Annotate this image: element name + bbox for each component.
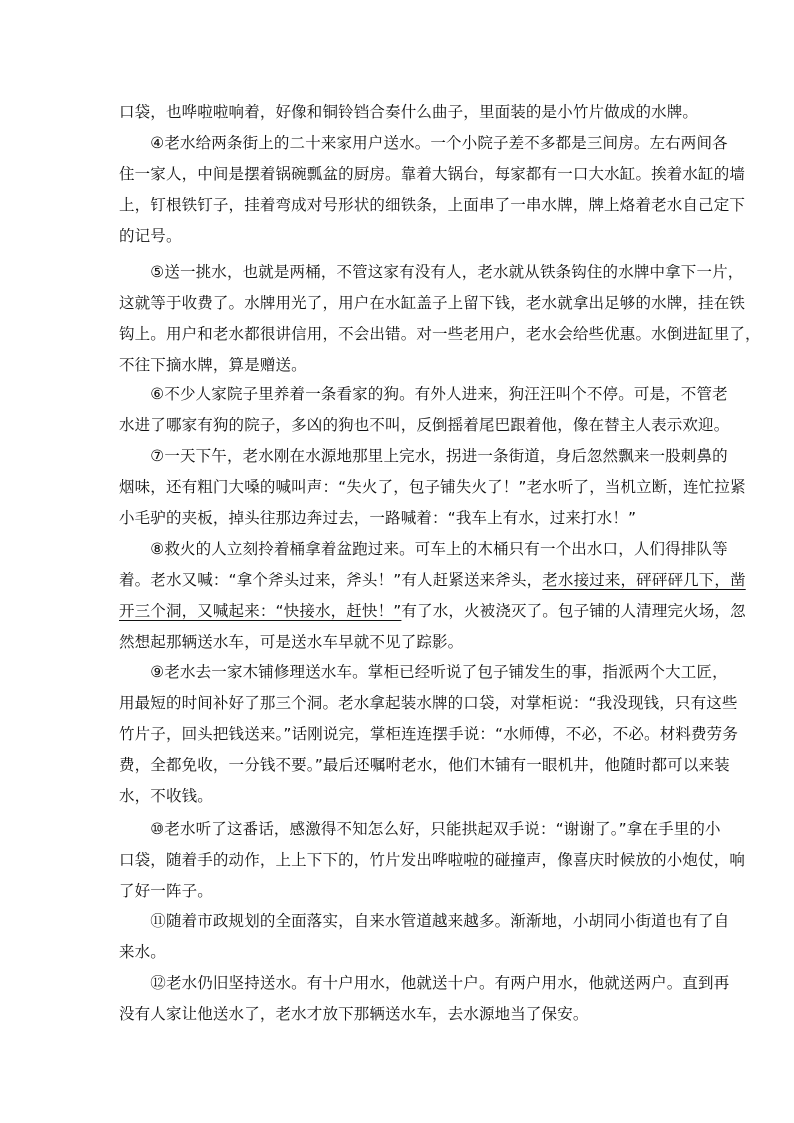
text-line: 水进了哪家有狗的院子，多凶的狗也不叫，反倒摇着尾巴跟着他，像在替主人表示欢迎。 bbox=[119, 416, 730, 434]
text-line: 开三个洞，又喊起来：“快接水，赶快！”有了水，火被浇灭了。包子铺的人清理完火场，忽 bbox=[119, 602, 746, 620]
paragraph-continuation bbox=[119, 97, 699, 128]
text-line: 然想起那辆送水车，可是送水车早就不见了踪影。 bbox=[119, 633, 464, 651]
paragraph-8 bbox=[119, 534, 746, 658]
text-line: 不往下摘水牌，算是赠送。 bbox=[119, 356, 307, 374]
text-line: 了好一阵子。 bbox=[119, 882, 213, 900]
text-line: 烟味，还有粗门大嗓的喊叫声：“失火了，包子铺失火了！”老水听了，当机立断，连忙拉紧 bbox=[119, 478, 746, 496]
text-line: ④老水给两条街上的二十来家用户送水。一个小院子差不多都是三间房。左右两间各 bbox=[119, 134, 728, 152]
paragraph-11 bbox=[119, 906, 730, 968]
underlined-text: 开三个洞，又喊起来：“快接水，赶快！” bbox=[119, 602, 402, 620]
text-line: 上，钉根铁钉子，挂着弯成对号形状的细铁条，上面串了一串水牌，牌上烙着老水自己定下 bbox=[119, 196, 746, 214]
text-line: 小毛驴的夹板，掉头往那边奔过去，一路喊着：“我车上有水，过来打水！” bbox=[119, 509, 637, 527]
text-line: 来水。 bbox=[119, 943, 166, 961]
underlined-text: 老水接过来，砰砰砰几下，凿 bbox=[542, 571, 746, 589]
text-line: 这就等于收费了。水牌用光了，用户在水缸盖子上留下钱，老水就拿出足够的水牌，挂在铁 bbox=[119, 294, 746, 312]
paragraph-5 bbox=[119, 257, 761, 381]
paragraph-7 bbox=[119, 441, 746, 534]
text-line: ⑨老水去一家木铺修理送水车。掌柜已经听说了包子铺发生的事，指派两个大工匠， bbox=[119, 663, 728, 681]
text-line: 水，不收钱。 bbox=[119, 787, 213, 805]
text-line: ⑫老水仍旧坚持送水。有十户用水，他就送十户。有两户用水，他就送两户。直到再 bbox=[119, 974, 730, 992]
text-line: ⑩老水听了这番话，感激得不知怎么好，只能拱起双手说：“谢谢了。”拿在手里的小 bbox=[119, 820, 721, 838]
paragraph-10 bbox=[119, 814, 746, 907]
paragraph-4 bbox=[119, 128, 746, 252]
text-line: 用最短的时间补好了那三个洞。老水拿起装水牌的口袋，对掌柜说：“我没现钱，只有这些 bbox=[119, 694, 738, 712]
text-line: 住一家人，中间是摆着锅碗瓢盆的厨房。靠着大锅台，每家都有一口大水缸。挨着水缸的墙 bbox=[119, 165, 746, 183]
text-line: ⑤送一挑水，也就是两桶，不管这家有没有人，老水就从铁条钩住的水牌中拿下一片， bbox=[119, 263, 744, 281]
text-line: ⑧救火的人立刻拎着桶拿着盆跑过来。可车上的木桶只有一个出水口，人们得排队等 bbox=[119, 540, 728, 558]
text-line: 竹片子，回头把钱送来。”话刚说完，掌柜连连摆手说：“水师傅，不必，不必。材料费劳务 bbox=[119, 725, 738, 743]
text-line: 的记号。 bbox=[119, 227, 182, 245]
text-line: ⑪随着市政规划的全面落实，自来水管道越来越多。渐渐地，小胡同小街道也有了自 bbox=[119, 912, 730, 930]
text-line: 没有人家让他送水了，老水才放下那辆送水车，去水源地当了保安。 bbox=[119, 1005, 589, 1023]
text-line: 费，全都免收，一分钱不要。”最后还嘱咐老水，他们木铺有一眼机井，他随时都可以来装 bbox=[119, 756, 730, 774]
paragraph-12 bbox=[119, 968, 730, 1030]
text-line: 钩上。用户和老水都很讲信用，不会出错。对一些老用户，老水会给些优惠。水倒进缸里了， bbox=[119, 325, 761, 343]
paragraph-6 bbox=[119, 379, 730, 441]
text-line: 口袋，也哗啦啦响着，好像和铜铃铛合奏什么曲子，里面装的是小竹片做成的水牌。 bbox=[119, 103, 699, 121]
paragraph-9 bbox=[119, 657, 738, 812]
text-line: ⑥不少人家院子里养着一条看家的狗。有外人进来，狗汪汪叫个不停。可是，不管老 bbox=[119, 385, 728, 403]
text-line: 口袋，随着手的动作，上上下下的，竹片发出哗啦啦的碰撞声，像喜庆时候放的小炮仗，响 bbox=[119, 851, 746, 869]
text-line: ⑦一天下午，老水刚在水源地那里上完水，拐进一条街道，身后忽然飘来一股刺鼻的 bbox=[119, 447, 728, 465]
text-line: 着。老水又喊：“拿个斧头过来，斧头！”有人赶紧送来斧头，老水接过来，砰砰砰几下，凿 bbox=[119, 571, 746, 589]
